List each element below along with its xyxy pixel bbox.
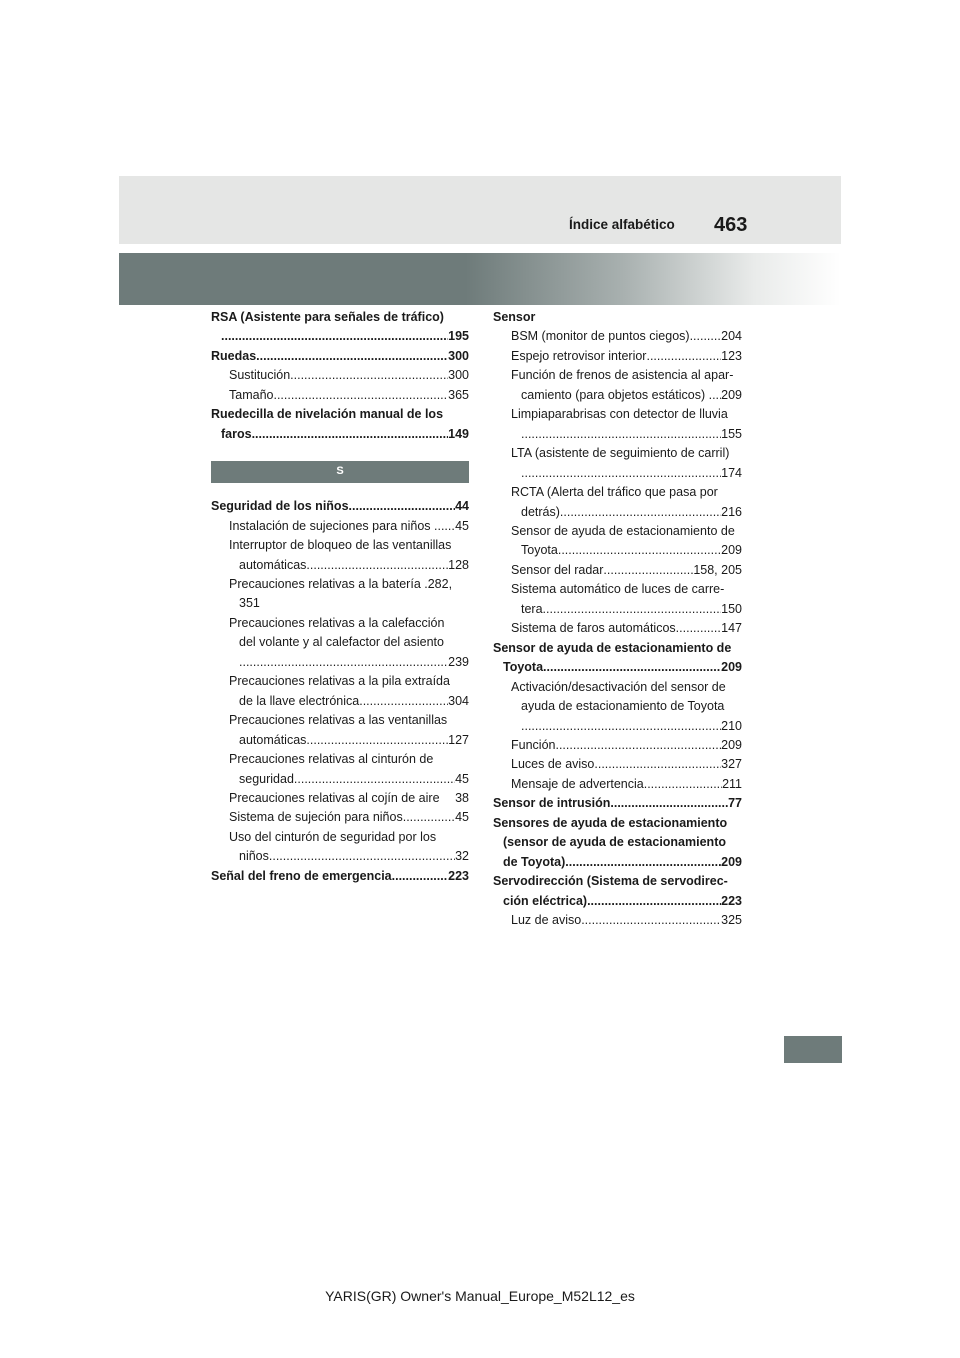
- dot-leader: [646, 347, 721, 366]
- dot-leader: [594, 755, 721, 774]
- index-entry: [229, 386, 469, 405]
- index-entry-text: Sensor del radar: [511, 562, 604, 577]
- index-entry-text: del volante y al calefactor del asiento: [239, 635, 444, 650]
- index-entry-page: 304: [448, 693, 469, 708]
- index-entry-text: BSM (monitor de puntos ciegos): [511, 329, 690, 344]
- index-entry: [229, 366, 469, 385]
- index-entry-text: faros: [221, 426, 252, 441]
- index-entry: [229, 789, 469, 808]
- index-entry-page: 77: [728, 796, 742, 811]
- dot-leader: [555, 736, 721, 755]
- index-entry-text: ayuda de estacionamiento de Toyota: [521, 699, 725, 714]
- index-entry: [511, 775, 742, 794]
- index-entry-text: niños: [239, 849, 269, 864]
- index-entry-page: 211: [722, 776, 742, 791]
- index-entry: [511, 483, 742, 522]
- index-entry-text: Precauciones relativas a las ventanillas: [229, 713, 448, 728]
- index-entry-page: 325: [721, 913, 742, 928]
- index-entry-text: Función: [511, 737, 556, 752]
- index-entry: [511, 911, 742, 930]
- index-entry-page: 223: [448, 868, 469, 883]
- index-entry-text: Precauciones relativas a la batería .282,: [229, 576, 453, 591]
- index-entry-text: Toyota: [521, 543, 558, 558]
- index-column-left: [211, 308, 469, 886]
- index-entry-page: 204: [721, 329, 742, 344]
- dot-leader: [290, 366, 448, 385]
- dot-leader: [560, 503, 721, 522]
- index-entry-text: Servodirección (Sistema de servodirec-: [493, 874, 728, 889]
- index-entry-text: de la llave electrónica: [239, 693, 360, 708]
- dot-leader: [565, 853, 721, 872]
- dot-leader: [392, 867, 449, 886]
- index-entry-text: Sensores de ayuda de estacionamiento: [493, 815, 728, 830]
- index-entry-text: Sensor: [493, 310, 536, 324]
- index-entry-text: Interruptor de bloqueo de las ventanillas: [229, 538, 452, 553]
- index-entry-text: Precauciones relativas al cojín de aire: [229, 790, 440, 805]
- index-entry: [211, 308, 469, 347]
- index-entry-page: 127: [448, 732, 469, 747]
- index-entry-page: 32: [455, 849, 469, 864]
- index-entry-page: 327: [721, 757, 742, 772]
- index-entry-text: Ruedecilla de nivelación manual de los: [211, 407, 444, 422]
- index-entry-text: automáticas: [239, 557, 307, 572]
- index-entry-text: de Toyota): [503, 854, 566, 869]
- index-entry: [229, 808, 469, 827]
- index-entry-text: RSA (Asistente para señales de tráfico): [211, 310, 444, 324]
- index-entry: [493, 814, 742, 872]
- index-entry-page: 45: [455, 771, 469, 786]
- index-entry: [511, 366, 742, 405]
- dot-leader: [676, 619, 721, 638]
- index-entry: [493, 872, 742, 911]
- section-header-s: [211, 461, 469, 483]
- dot-leader: [294, 770, 455, 789]
- index-entry: [229, 614, 469, 672]
- index-entry-text: Instalación de sujeciones para niños ..: [229, 518, 441, 533]
- index-entry-text: 351: [239, 596, 260, 611]
- index-entry-page: 216: [721, 504, 742, 519]
- section-letter: S: [336, 465, 344, 478]
- dot-leader: [349, 497, 456, 516]
- index-entry-page: 239: [448, 654, 469, 669]
- index-entry: [211, 497, 469, 516]
- index-entry: [229, 711, 469, 750]
- index-entry-text: Precauciones relativas a la calefacción: [229, 615, 445, 630]
- index-entry-text: Sensor de ayuda de estacionamiento de: [493, 640, 732, 655]
- index-entry-text: Tamaño: [229, 387, 274, 402]
- index-entry-page: 209: [721, 737, 742, 752]
- dot-leader: [521, 464, 721, 483]
- index-entry-page: 210: [721, 718, 742, 733]
- dot-leader: [273, 386, 448, 405]
- index-entry-page: 300: [448, 368, 469, 383]
- index-entry-page: 147: [721, 621, 742, 636]
- dot-leader: [644, 775, 722, 794]
- dot-leader: [587, 892, 721, 911]
- dot-leader: [558, 541, 721, 560]
- index-entry: [511, 327, 742, 346]
- index-entry-text: ción eléctrica): [503, 893, 588, 908]
- decorative-gradient-band: [119, 253, 841, 305]
- index-entry: [229, 575, 469, 614]
- dot-leader: [359, 692, 448, 711]
- index-entry-page: 123: [721, 348, 742, 363]
- dot-leader: [403, 808, 455, 827]
- index-entry: [511, 444, 742, 483]
- index-entry-text: Limpiaparabrisas con detector de lluvia: [511, 407, 728, 422]
- index-entry-text: tera: [521, 601, 543, 616]
- index-entry-text: automáticas: [239, 732, 307, 747]
- index-entry: [211, 347, 469, 366]
- dot-leader: [441, 517, 455, 536]
- index-entry-text: Ruedas: [211, 348, 257, 363]
- index-entry-text: Uso del cinturón de seguridad por los: [229, 829, 437, 844]
- index-entry-text: Espejo retrovisor interior: [511, 348, 647, 363]
- index-entry-text: LTA (asistente de seguimiento de carril): [511, 446, 730, 461]
- dot-leader: [690, 327, 722, 346]
- dot-leader: [581, 911, 721, 930]
- dot-leader: [521, 717, 721, 736]
- index-entry-page: 38: [455, 790, 469, 805]
- index-entry: [511, 347, 742, 366]
- index-entry-text: Precauciones relativas al cinturón de: [229, 752, 434, 767]
- index-group-s-continued: [493, 308, 742, 931]
- index-entry-page: 365: [448, 387, 469, 402]
- index-entry-page: 128: [448, 557, 469, 572]
- dot-leader: [603, 561, 693, 580]
- index-entry-page: 149: [448, 426, 469, 441]
- footer-manual-name: YARIS(GR) Owner's Manual_Europe_M52L12_es: [325, 1288, 635, 1304]
- index-entry-text: Toyota: [503, 660, 544, 675]
- index-entry-page: 209: [721, 660, 742, 675]
- index-entry-text: Luz de aviso: [511, 913, 582, 928]
- index-entry: [511, 561, 742, 580]
- index-entry: [493, 639, 742, 678]
- dot-leader: [610, 794, 728, 813]
- dot-leader: [306, 556, 448, 575]
- index-entry-text: Sustitución: [229, 368, 291, 383]
- index-entry-page: 45: [455, 518, 469, 533]
- index-entry-page: 209: [721, 854, 742, 869]
- index-entry-page: 158, 205: [693, 562, 742, 577]
- index-entry-page: 209: [721, 387, 742, 402]
- index-entry: [229, 536, 469, 575]
- dot-leader: [543, 600, 722, 619]
- dot-leader: [269, 847, 455, 866]
- dot-leader: [306, 731, 448, 750]
- dot-leader: [543, 658, 721, 677]
- index-entry-page: 223: [721, 893, 742, 908]
- dot-leader: [252, 425, 449, 444]
- index-entry-page: 44: [455, 499, 469, 514]
- index-group-s: [211, 497, 469, 886]
- dot-leader: [221, 327, 448, 346]
- index-entry-text: Sistema de sujeción para niños: [229, 810, 403, 825]
- side-thumb-tab: [784, 1036, 842, 1063]
- index-entry: [229, 517, 469, 536]
- index-entry: [511, 755, 742, 774]
- index-entry-page: 45: [455, 810, 469, 825]
- index-entry: [511, 405, 742, 444]
- index-entry-text: Sensor de intrusión: [493, 796, 611, 811]
- index-entry-text: Sensor de ayuda de estacionamiento de: [511, 523, 735, 538]
- index-entry: [229, 828, 469, 867]
- index-entry-page: 300: [448, 348, 469, 363]
- index-column-right: [493, 308, 742, 931]
- index-entry-text: Función de frenos de asistencia al apar-: [511, 368, 734, 383]
- index-entry-page: 150: [721, 601, 742, 616]
- index-entry: [229, 750, 469, 789]
- index-entry: [493, 794, 742, 813]
- index-entry-text: camiento (para objetos estáticos) ..: [521, 387, 716, 402]
- index-entry: [511, 678, 742, 736]
- index-entry: [511, 580, 742, 619]
- index-entry-text: (sensor de ayuda de estacionamiento: [503, 835, 726, 850]
- index-entry-text: Activación/desactivación del sensor de: [511, 679, 726, 694]
- index-entry-page: 174: [721, 465, 742, 480]
- index-entry-text: Luces de aviso: [511, 757, 595, 772]
- index-entry-page: 155: [721, 426, 742, 441]
- index-entry-text: Sistema automático de luces de carre-: [511, 582, 725, 597]
- index-entry-text: Sistema de faros automáticos: [511, 621, 676, 636]
- index-entry-text: RCTA (Alerta del tráfico que pasa por: [511, 485, 718, 500]
- index-group-r: [211, 308, 469, 444]
- dot-leader: [521, 425, 721, 444]
- index-entry-page: 195: [448, 329, 469, 344]
- header-title: Índice alfabético: [569, 217, 675, 232]
- index-entry-text: Señal del freno de emergencia: [211, 868, 392, 883]
- index-entry-text: Mensaje de advertencia: [511, 776, 644, 791]
- index-entry: [511, 619, 742, 638]
- index-entry: [493, 308, 742, 327]
- dot-leader: [256, 347, 448, 366]
- index-entry: [211, 405, 469, 444]
- index-entry-page: 209: [721, 543, 742, 558]
- index-entry: [511, 522, 742, 561]
- index-entry-text: detrás): [521, 504, 560, 519]
- index-entry: [211, 867, 469, 886]
- index-entry: [229, 672, 469, 711]
- index-entry-text: seguridad: [239, 771, 294, 786]
- dot-leader: [239, 653, 448, 672]
- index-entry: [511, 736, 742, 755]
- index-entry-text: Precauciones relativas a la pila extraída: [229, 674, 450, 689]
- page-number: 463: [714, 214, 748, 236]
- index-entry-text: Seguridad de los niños: [211, 499, 349, 514]
